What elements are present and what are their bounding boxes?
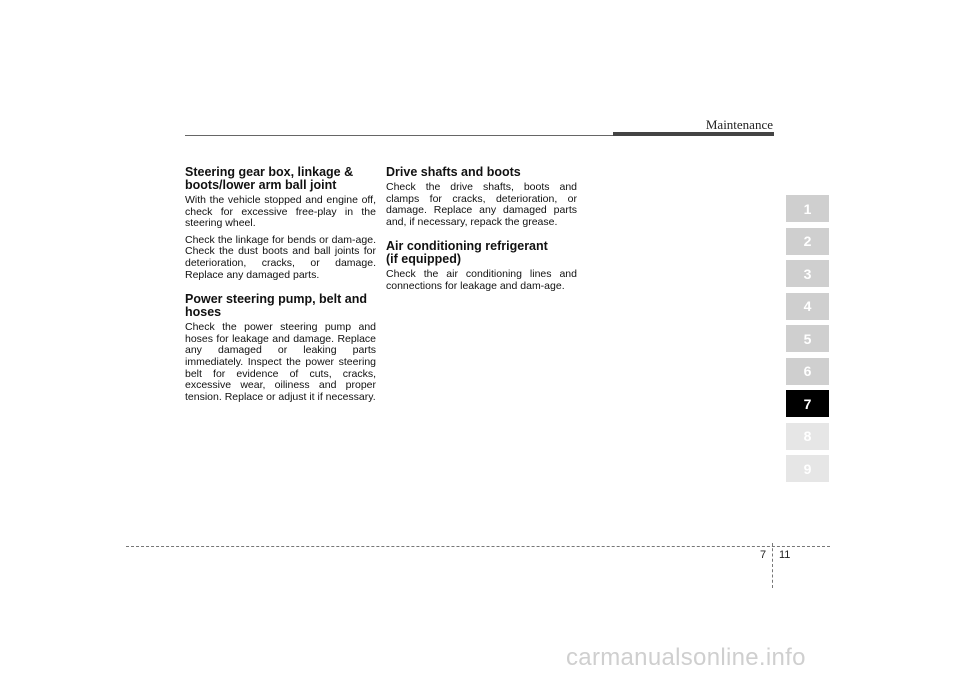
page-number: 11 xyxy=(779,549,791,561)
footer-rule xyxy=(126,546,830,547)
footer-vertical-rule xyxy=(772,543,773,588)
chapter-tab-2[interactable]: 2 xyxy=(786,228,829,255)
section-paragraph: Check the power steering pump and hoses for leakage and damage. Replace any damaged or leaking parts immediately. Inspect the power steering belt for evidence of cuts, cracks, excessive wear, oiliness and proper tension. Replace or adjust it if necessary. xyxy=(185,321,376,403)
chapter-tab-4[interactable]: 4 xyxy=(786,293,829,320)
section-heading: Power steering pump, belt and hoses xyxy=(185,292,367,320)
section-power-steering xyxy=(185,293,376,403)
chapter-tab-7[interactable]: 7 xyxy=(786,390,829,417)
chapter-tab-9[interactable]: 9 xyxy=(786,455,829,482)
section-steering-gear xyxy=(185,166,376,281)
section-heading: Drive shafts and boots xyxy=(386,165,521,179)
section-paragraph: With the vehicle stopped and engine off, check for excessive free-play in the steering wheel. xyxy=(185,194,376,230)
section-paragraph: Check the air conditioning lines and connections for leakage and dam-age. xyxy=(386,268,577,292)
section-heading: Air conditioning refrigerant (if equipped) xyxy=(386,239,548,267)
section-title: Maintenance xyxy=(705,117,773,132)
chapter-tab-3[interactable]: 3 xyxy=(786,260,829,287)
section-paragraph: Check the linkage for bends or dam-age. Check the dust boots and ball joints for deterioration, cracks, or damage. Replace any damaged parts. xyxy=(185,233,376,281)
chapter-tab-6[interactable]: 6 xyxy=(786,358,829,385)
section-paragraph: Check the drive shafts, boots and clamps for cracks, deterioration, or damage. Replace any damaged parts and, if necessary, repack the grease. xyxy=(386,181,577,228)
header-bar xyxy=(613,132,774,136)
section-heading: Steering gear box, linkage & boots/lower arm ball joint xyxy=(185,165,354,192)
chapter-tab-8[interactable]: 8 xyxy=(786,423,829,450)
right-column xyxy=(386,166,577,298)
watermark: carmanualsonline.info xyxy=(566,644,806,671)
chapter-tab-5[interactable]: 5 xyxy=(786,325,829,352)
section-drive-shafts xyxy=(386,166,577,228)
chapter-tabs xyxy=(786,195,829,488)
section-air-conditioning xyxy=(386,240,577,292)
chapter-tab-1[interactable]: 1 xyxy=(786,195,829,222)
header-rule xyxy=(185,135,613,136)
left-column xyxy=(185,166,376,408)
page-chapter-number: 7 xyxy=(760,549,767,561)
